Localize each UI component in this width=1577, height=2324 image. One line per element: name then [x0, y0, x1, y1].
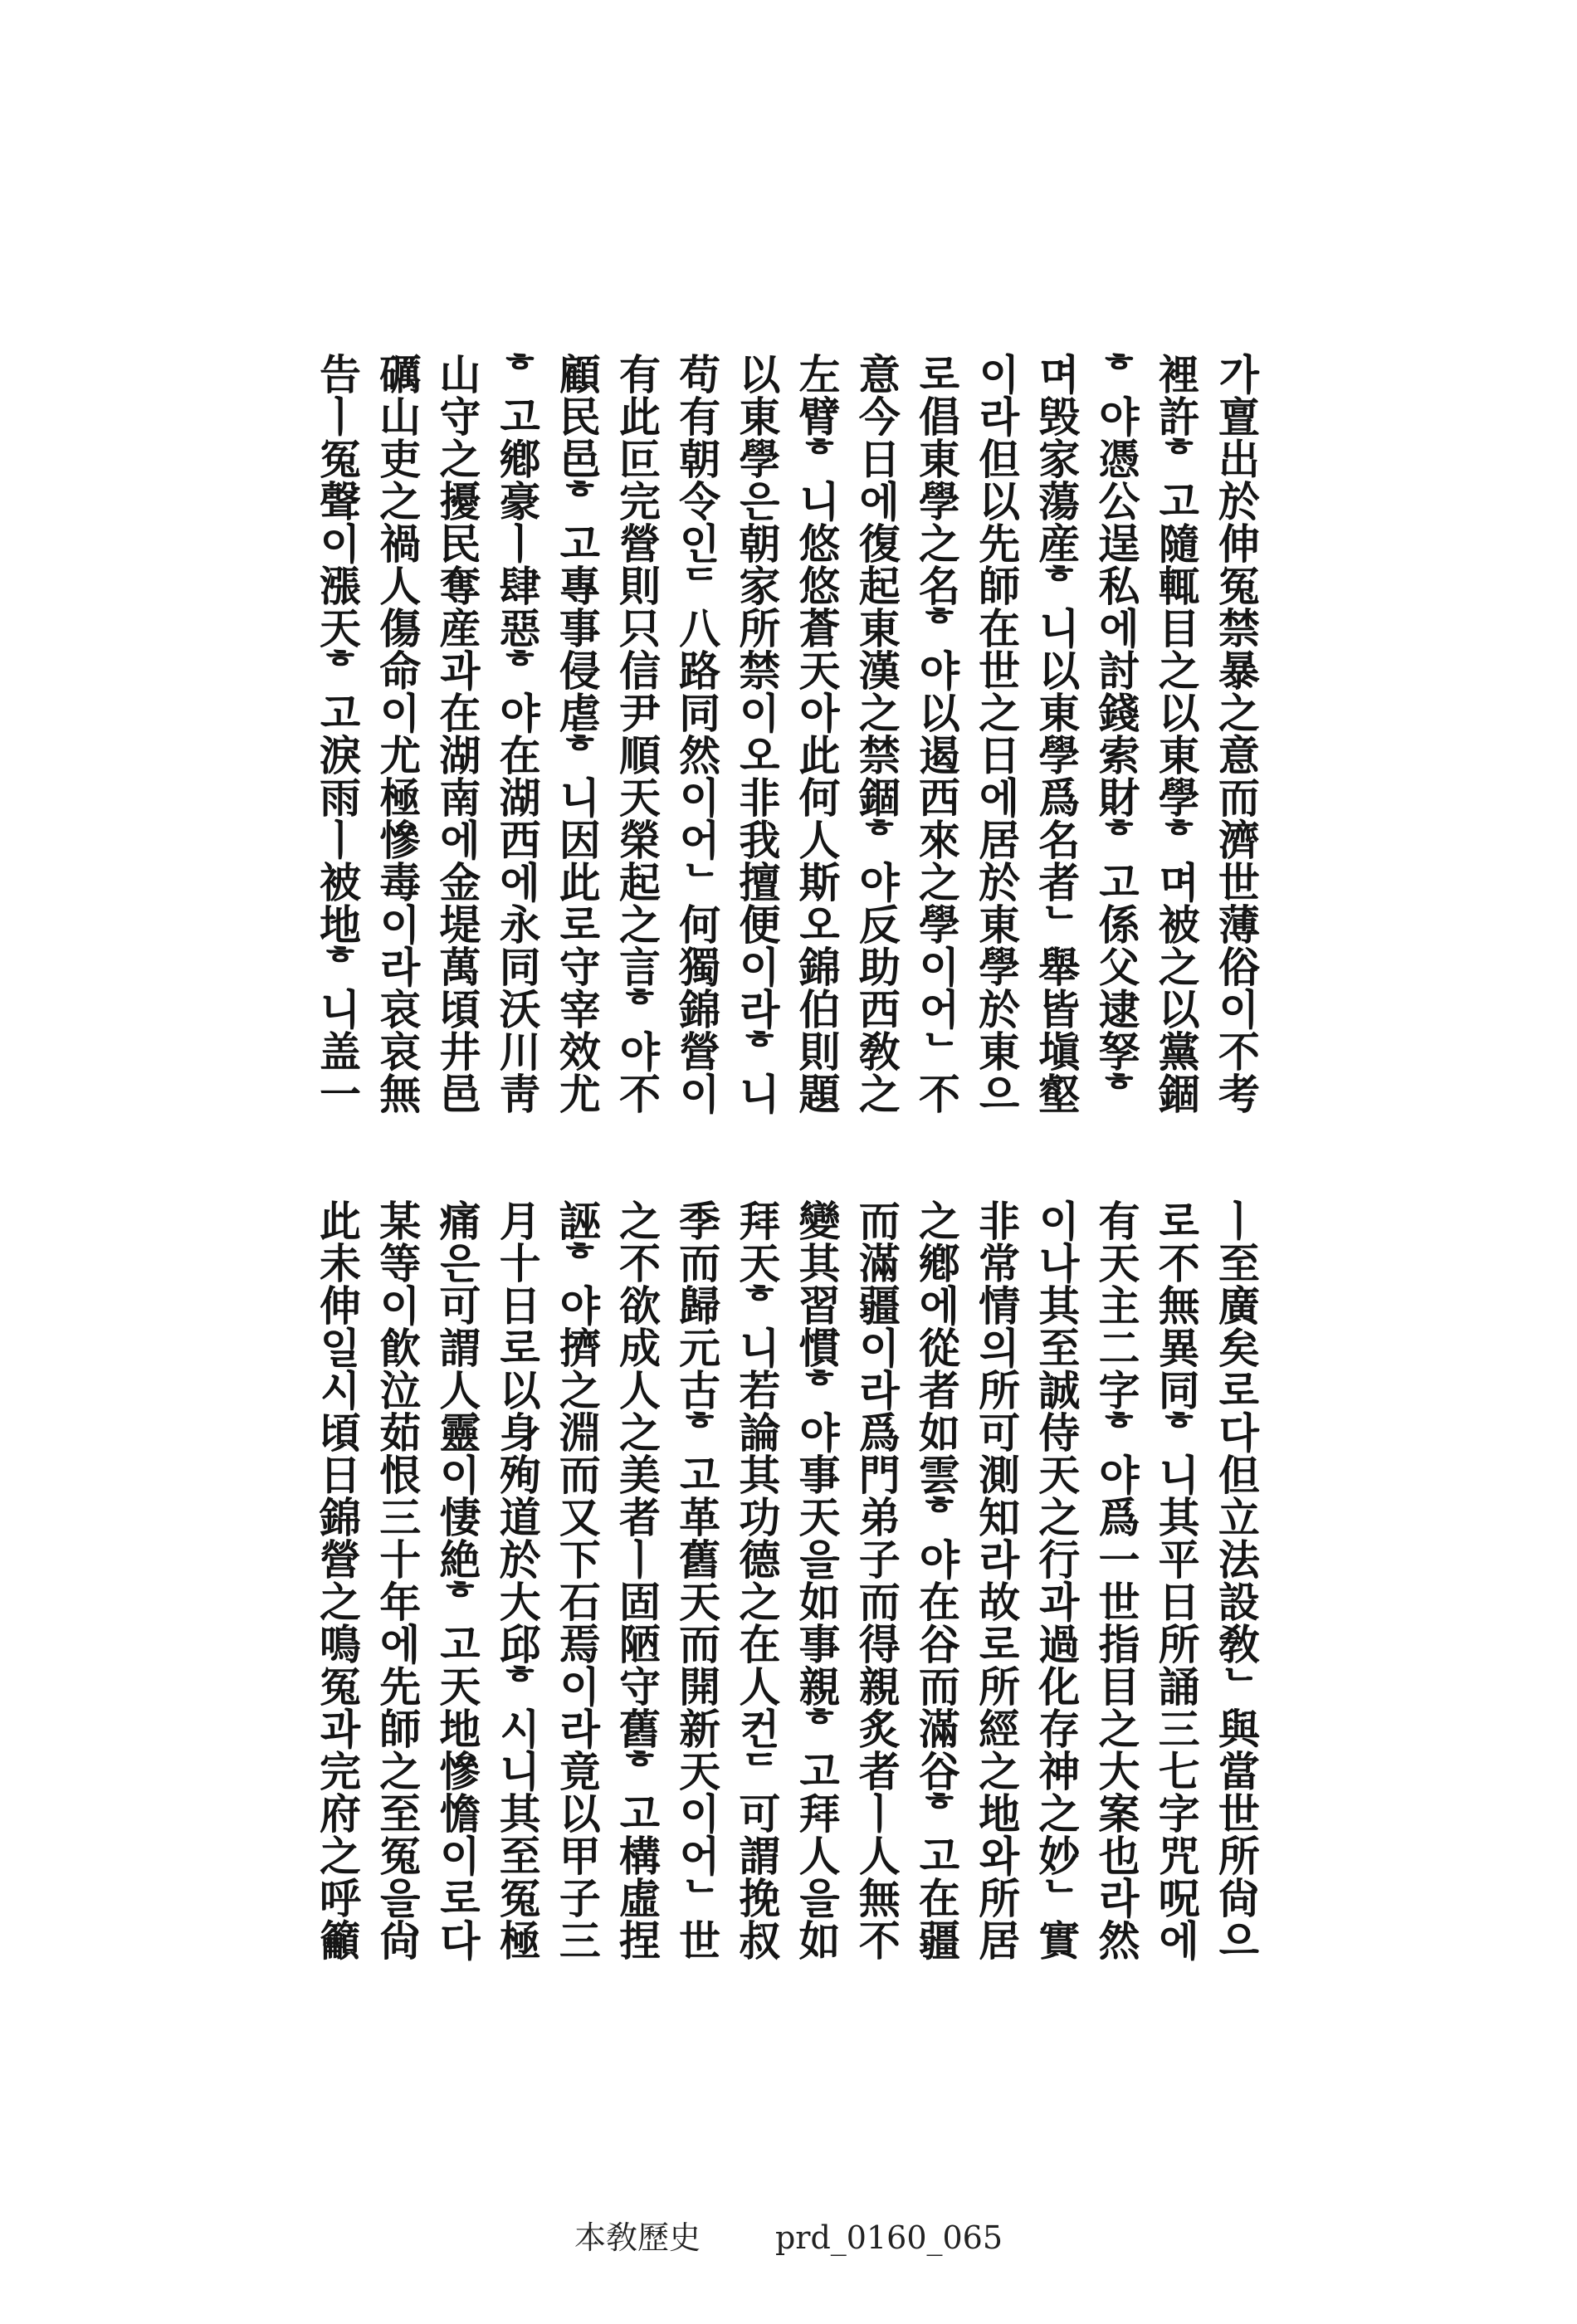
upper-text-column: 苟有朝令인ᄃ八路同然이어ᄂ何獨錦營이 [672, 353, 722, 1115]
lower-text-column: 誣ᄒ야擠之淵而又下石焉이라竟以甲子三 [552, 1199, 602, 1961]
upper-text-column: 裡許ᄒ고隨輒目之以東學ᄒ며被之以黨錮 [1151, 353, 1201, 1115]
lower-text-column: 變其習慣ᄒ야事天을如事親ᄒ고拜人을如 [792, 1199, 842, 1961]
upper-text-column: 意今日에復起東漢之禁錮ᄒ야反助西敎之 [852, 353, 901, 1115]
lower-text-column: 而滿疆이라爲門弟子而得親炙者ㅣ人無不 [852, 1199, 901, 1961]
lower-text-column: 有天主二字ᄒ야爲一世指目之大案也라然 [1091, 1199, 1141, 1961]
upper-text-column: 가亶出於伸冤禁暴之意而濟世薄俗이不考 [1211, 353, 1261, 1115]
lower-text-column: 月十日로以身殉道於大邱ᄒ시니其至冤極 [492, 1199, 542, 1961]
upper-text-column: ᄒ야憑公逞私에討錢索財ᄒ고係父逮孥ᄒ [1091, 353, 1141, 1115]
upper-text-column: 有此叵完營則只信尹順天榮起之言ᄒ야不 [612, 353, 662, 1115]
lower-text-block [313, 1199, 1261, 2013]
upper-text-column: 로倡東學之名ᄒ야以遏西來之學이어ᄂ不 [911, 353, 961, 1115]
upper-text-column: ᄒ고鄕豪ㅣ肆惡ᄒ야在湖西에永同沃川靑 [492, 353, 542, 1115]
upper-text-column: 이라但以先師在世之日에居於東學於東으 [972, 353, 1022, 1115]
lower-text-column: 季而歸元古ᄒ고革舊天而開新天이어ᄂ世 [672, 1199, 722, 1961]
upper-text-column: 顧民邑ᄒ고專事侵虐ᄒ니因此로守宰效尤 [552, 353, 602, 1115]
lower-text-column: ㅣ至廣矣로다但立法設敎ᄂ與當世所尙으 [1211, 1199, 1261, 1961]
footer-page-id: prd_0160_065 [774, 2219, 1003, 2256]
lower-text-column: 之鄕에從者如雲ᄒ야在谷而滿谷ᄒ고在疆 [911, 1199, 961, 1961]
lower-text-column: 某等이飮泣茹恨三十年에先師之至冤을尙 [373, 1199, 422, 1961]
lower-text-column: 此未伸일시頃日錦營之鳴冤과完府之呼籲 [313, 1199, 362, 1961]
lower-text-column: 로不無異同ᄒ니其平日所誦三七字咒呪에 [1151, 1199, 1201, 1961]
page-footer [0, 2212, 1577, 2258]
upper-text-column: 礪山吏之禍人傷命이尤極慘毒이라哀哀無 [373, 353, 422, 1115]
upper-text-column: 며毁家蕩産ᄒ니以東學爲名者ᄂ舉皆塡壑 [1032, 353, 1081, 1115]
upper-text-column: 左臂ᄒ니悠悠蒼天아此何人斯오錦伯則題 [792, 353, 842, 1115]
upper-text-column: 告ㅣ冤聲이漲天ᄒ고淚雨ㅣ被地ᄒ니盖一 [313, 353, 362, 1115]
lower-text-column: 非常情의所可測知라故로所經之地와所居 [972, 1199, 1022, 1961]
upper-text-column: 山守之擾民奪産과在湖南에金堤萬頃井邑 [432, 353, 482, 1115]
lower-text-column: 이나其至誠侍天之行과過化存神之妙ᄂ實 [1032, 1199, 1081, 1961]
lower-text-column: 痛은可謂人靈이悽絶ᄒ고天地慘憺이로다 [432, 1199, 482, 1961]
upper-text-block [313, 353, 1261, 1166]
lower-text-column: 之不欲成人之美者ㅣ固陋守舊ᄒ고構虛捏 [612, 1199, 662, 1961]
upper-text-column: 以東學은朝家所禁이오非我擅便이라ᄒ니 [732, 353, 782, 1115]
footer-title: 本敎歷史 [574, 2219, 701, 2256]
lower-text-column: 拜天ᄒ니若論其功德之在人컨ᄃ可謂挽叔 [732, 1199, 782, 1961]
